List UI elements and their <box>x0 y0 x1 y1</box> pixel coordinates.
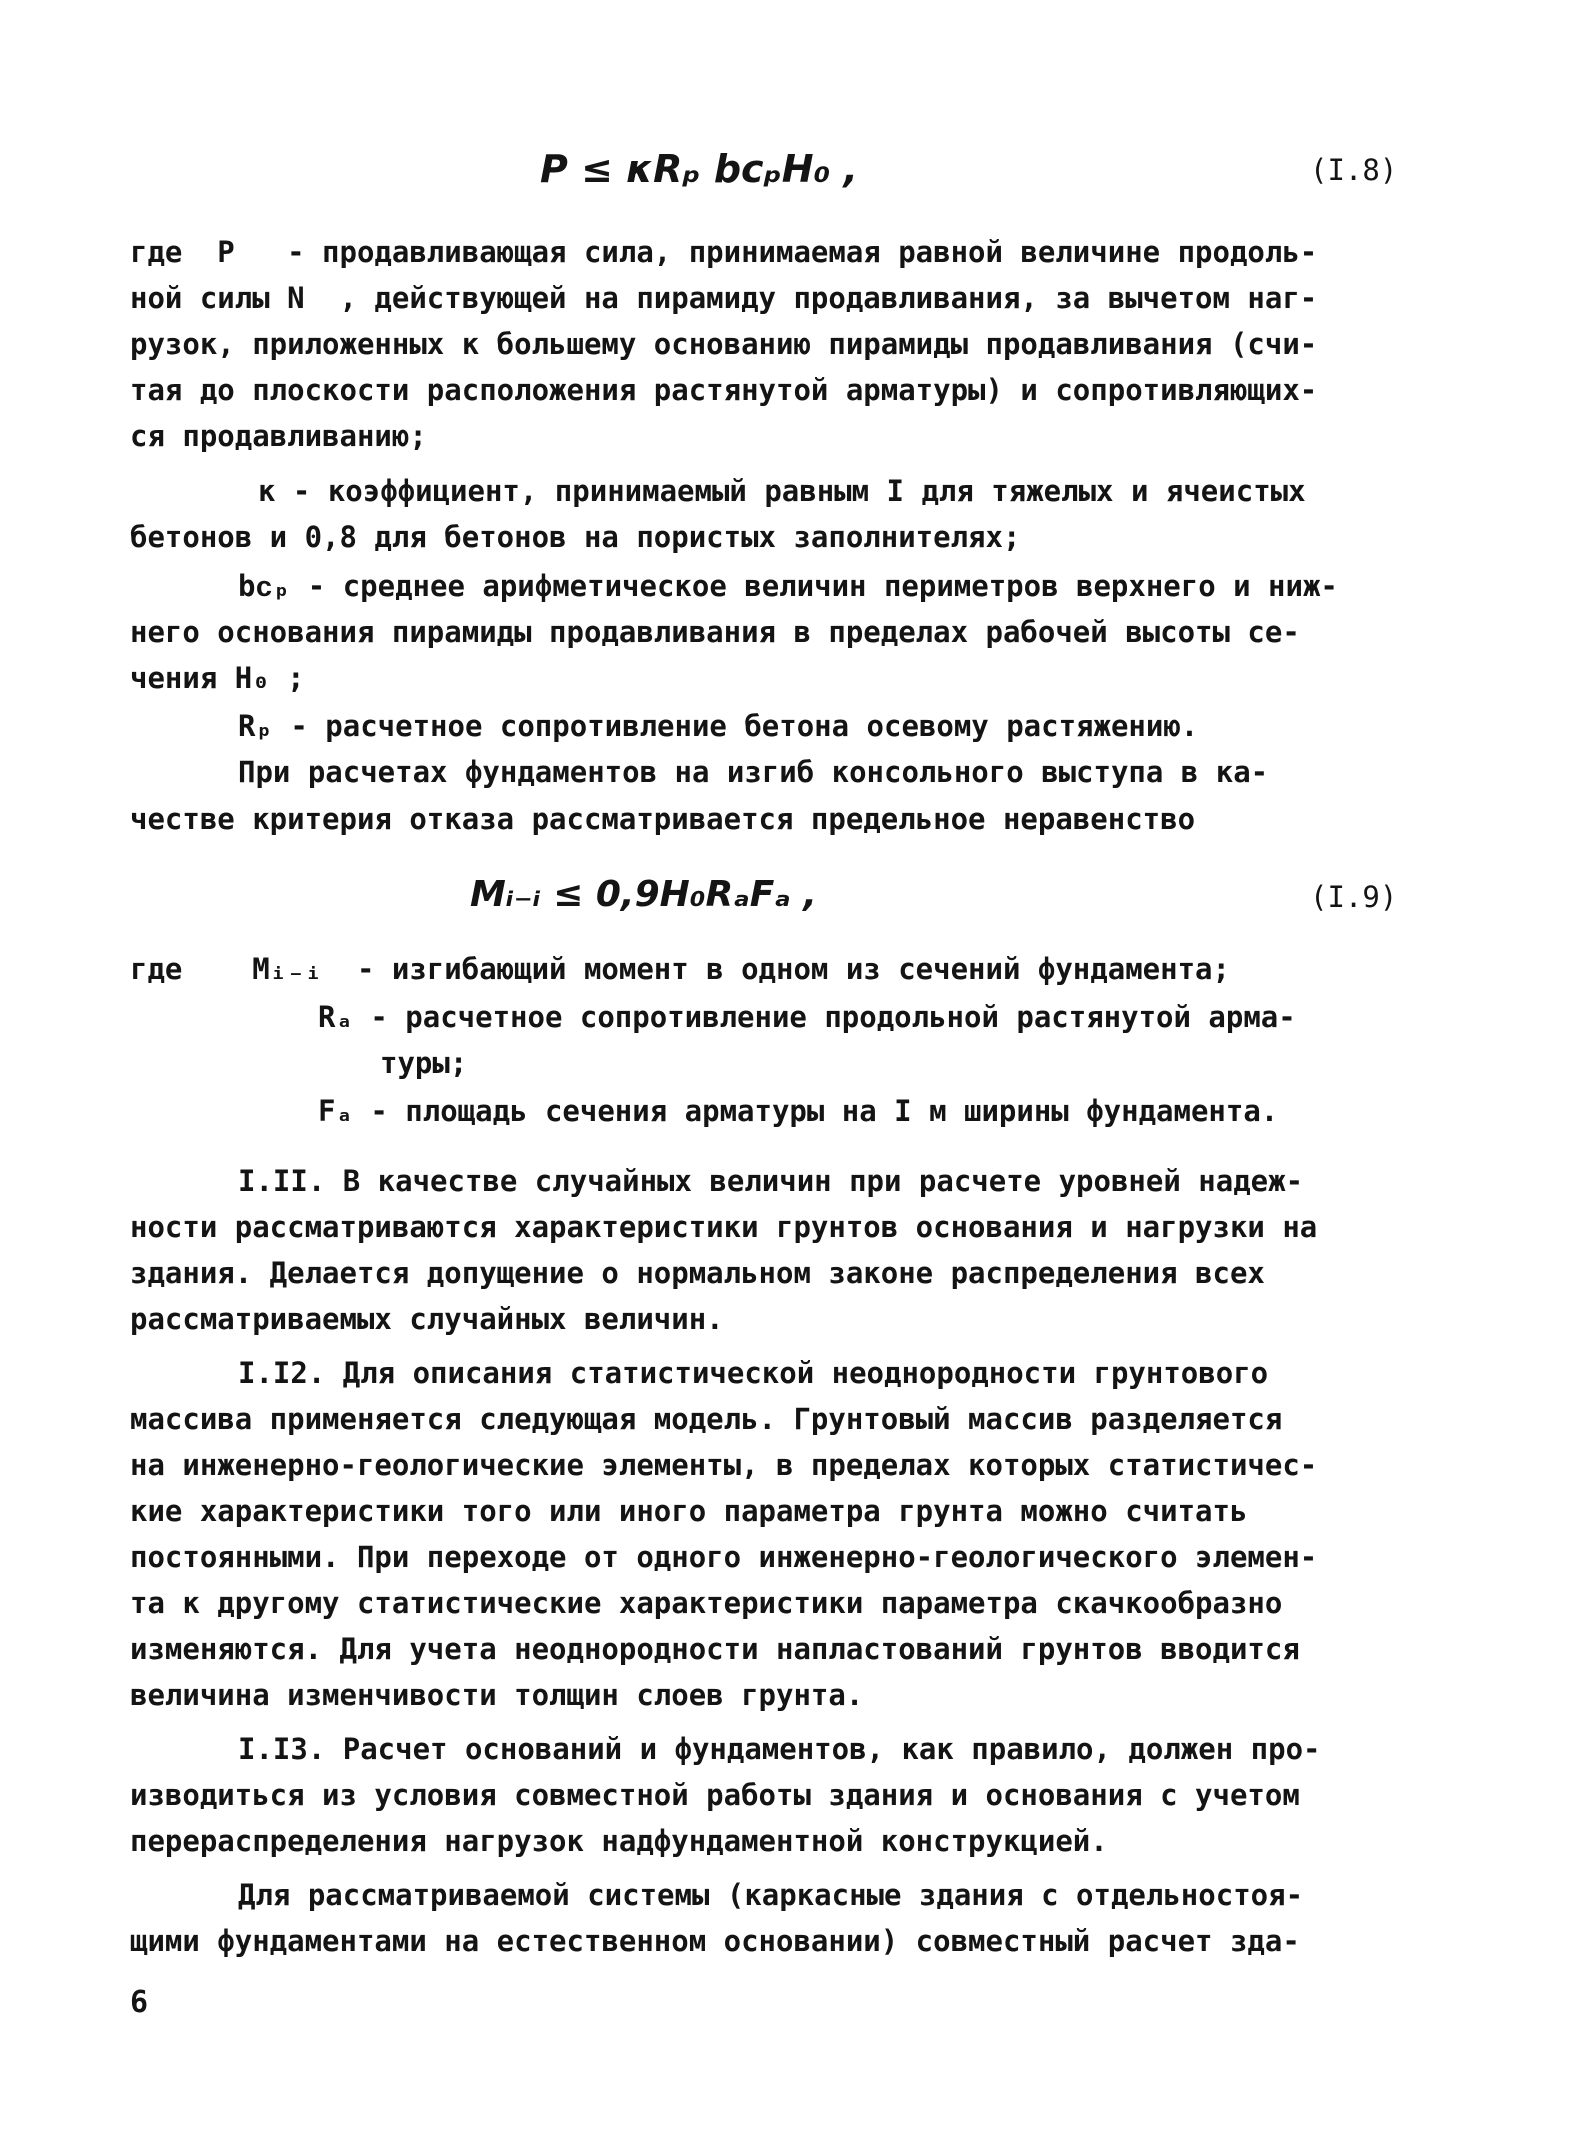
text-line: где P - продавливающая сила, принимаемая равной величине продоль- <box>130 235 1318 269</box>
text-line: массива применяется следующая модель. Грунтовый массив разделяется <box>130 1402 1283 1436</box>
text-line: бетонов и 0,8 для бетонов на пористых заполнителях; <box>130 520 1021 554</box>
formula-1-8: P ≤ κRₚ bᴄₚH₀ , <box>540 147 858 191</box>
page-number: 6 <box>130 1985 149 2020</box>
text-line: Для рассматриваемой системы (каркасные здания с отдельностоя- <box>238 1878 1304 1912</box>
text-line: ности рассматриваются характеристики грунтов основания и нагрузки на <box>130 1210 1318 1244</box>
text-line: ной силы N , действующей на пирамиду продавливания, за вычетом наг- <box>130 281 1318 315</box>
text-line: туры; <box>380 1046 468 1080</box>
text-line: где Mᵢ₋ᵢ - изгибающий момент в одном из сечений фундамента; <box>130 952 1230 986</box>
text-line: тая до плоскости расположения растянутой арматуры) и сопротивляющих- <box>130 373 1318 407</box>
text-line: При расчетах фундаментов на изгиб консольного выступа в ка- <box>238 755 1269 789</box>
text-line: ся продавливанию; <box>130 419 427 453</box>
text-line: на инженерно-геологические элементы, в пределах которых статистичес- <box>130 1448 1318 1482</box>
text-line: изводиться из условия совместной работы здания и основания с учетом <box>130 1778 1300 1812</box>
text-line: I.I3. Расчет оснований и фундаментов, как правило, должен про- <box>238 1732 1321 1766</box>
text-line: Rₐ - расчетное сопротивление продольной растянутой арма- <box>318 1000 1296 1034</box>
text-line: Fₐ - площадь сечения арматуры на I м ширины фундамента. <box>318 1094 1279 1128</box>
formula-1-8-number: (I.8) <box>1310 153 1398 187</box>
text-line: чения H₀ ; <box>130 661 305 695</box>
text-line: изменяются. Для учета неоднородности напластований грунтов вводится <box>130 1632 1300 1666</box>
text-line: bᴄₚ - среднее арифметическое величин периметров верхнего и ниж- <box>238 569 1338 603</box>
text-line: честве критерия отказа рассматривается предельное неравенство <box>130 802 1196 836</box>
text-line: рузок, приложенных к большему основанию пирамиды продавливания (счи- <box>130 327 1318 361</box>
text-line: здания. Делается допущение о нормальном законе распределения всех <box>130 1256 1265 1290</box>
text-line: κ - коэффициент, принимаемый равным I для тяжелых и ячеистых <box>258 474 1306 508</box>
text-line: рассматриваемых случайных величин. <box>130 1302 724 1336</box>
text-line: постоянными. При переходе от одного инженерно-геологического элемен- <box>130 1540 1318 1574</box>
text-line: I.II. В качестве случайных величин при расчете уровней надеж- <box>238 1164 1304 1198</box>
text-line: Rₚ - расчетное сопротивление бетона осевому растяжению. <box>238 709 1199 743</box>
text-line: I.I2. Для описания статистической неоднородности грунтового <box>238 1356 1269 1390</box>
text-line: щими фундаментами на естественном основании) совместный расчет зда- <box>130 1924 1300 1958</box>
formula-1-9: Mᵢ₋ᵢ ≤ 0,9H₀RₐFₐ , <box>470 874 817 915</box>
text-line: та к другому статистические характеристики параметра скачкообразно <box>130 1586 1283 1620</box>
text-line: перераспределения нагрузок надфундаментной конструкцией. <box>130 1824 1108 1858</box>
text-line: него основания пирамиды продавливания в пределах рабочей высоты се- <box>130 615 1300 649</box>
text-line: величина изменчивости толщин слоев грунта. <box>130 1678 864 1712</box>
text-line: кие характеристики того или иного параметра грунта можно считать <box>130 1494 1248 1528</box>
formula-1-9-number: (I.9) <box>1310 880 1398 914</box>
